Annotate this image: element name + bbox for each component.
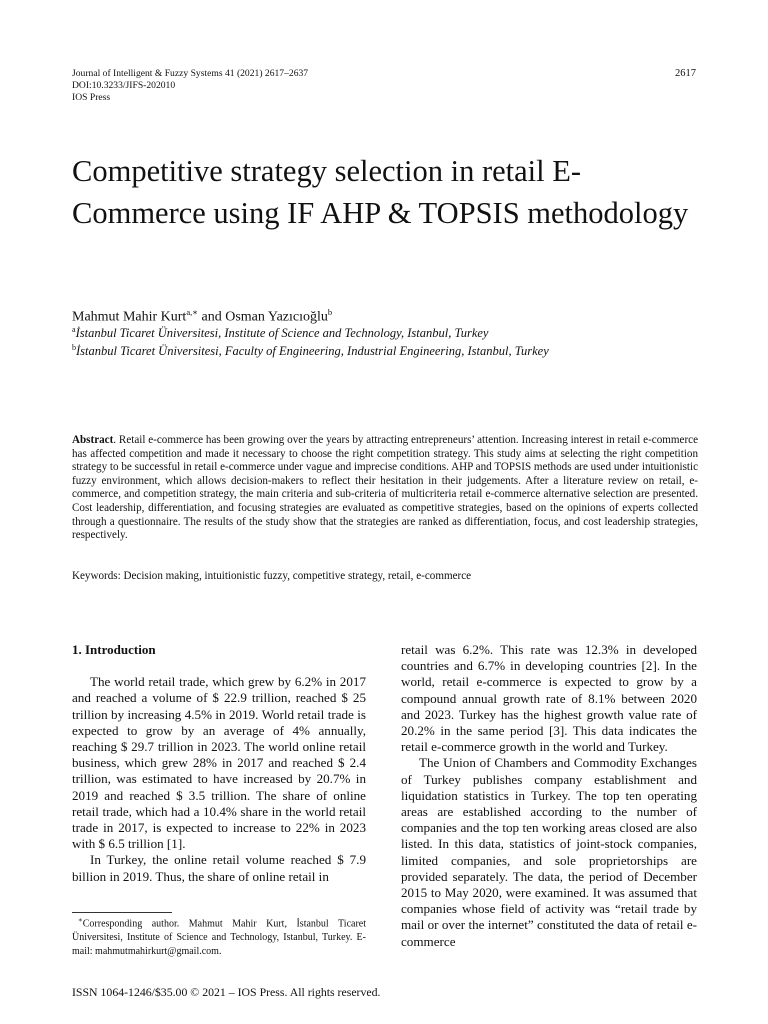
author-1-marks: a,∗ <box>186 307 199 317</box>
footnote-rule <box>72 912 172 913</box>
affiliation-b <box>72 343 549 359</box>
copyright-line: ISSN 1064-1246/$35.00 © 2021 – IOS Press. All rights reserved. <box>72 985 381 999</box>
affiliation-b-text: İstanbul Ticaret Üniversitesi, Faculty of Engineering, Industrial Engineering, Istanbul, Turkey <box>76 344 549 359</box>
right-column <box>401 642 697 950</box>
doi: DOI:10.3233/JIFS-202010 <box>72 80 176 91</box>
affiliation-a <box>72 325 488 341</box>
section-heading: 1. Introduction <box>72 642 156 657</box>
publisher: IOS Press <box>72 92 111 103</box>
paper-title: Competitive strategy selection in retail E-Commerce using IF AHP & TOPSIS methodology <box>72 154 689 230</box>
journal-citation: Journal of Intelligent & Fuzzy Systems 41 (2021) 2617–2637 <box>72 68 309 79</box>
author-1: Mahmut Mahir Kurt <box>72 309 187 325</box>
footnote-text: Corresponding author. Mahmut Mahir Kurt, İstanbul Ticaret Üniversitesi, Institute of Science and Technology, Istanbul, Turkey. E-mail: mahmutmahirkurt@gmail.com. <box>72 918 366 957</box>
intro-paragraph-2-continued: retail was 6.2%. This rate was 12.3% in developed countries and 6.7% in developing countries [2]. In the world, retail e-commerce is expected to grow by a compound annual growth rate of 8.1% between 2020 and 2023. Turkey has the highest growth value rate of 20.2% in the same period [3]. This data indicates the retail e-commerce growth in the world and Turkey. <box>401 642 697 755</box>
footnote <box>72 914 366 958</box>
abstract-label: Abstract <box>72 434 114 446</box>
author-2-marks: b <box>327 307 333 317</box>
intro-paragraph-1: The world retail trade, which grew by 6.2% in 2017 and reached a volume of $ 22.9 trillion, reached $ 25 trillion by increasing 4.5% in 2019. World retail trade is expected to grow by an average of 4% annually, reaching $ 29.7 trillion in 2023. The world online retail business, which grew 28% in 2017 and reached $ 2.4 trillion, was estimated to have increased by 20.7% in 2019 and reached $ 3.5 trillion. The share of online retail trade, which had a 10.4% share in the world retail trade in 2017, is expected to increase to 22% in 2023 with $ 6.5 trillion [1]. <box>72 674 366 852</box>
abstract-text: . Retail e-commerce has been growing over the years by attracting entrepreneurs’ attention. Increasing interest in retail e-commerce has affected competition and made it necessary to choose the right competition strategy. This study aims at selecting the right competition strategy to be successful in retail e-commerce under vague and imprecise conditions. AHP and TOPSIS methods are used under intuitionistic fuzzy environment, which allows decision-makers to reflect their hesitation in their judgements. After a literature review on retail, e-commerce, and competition strategy, the main criteria and sub-criteria of multicriteria retail e-commerce alternative selection are presented. Cost leadership, differentiation, and focusing strategies are evaluated as competitive strategies, based on the opinions of experts collected through a questionnaire. The results of the study show that the strategies are ranked as differentiation, focus, and cost leadership strategies, respectively. <box>72 434 698 542</box>
keywords: Keywords: Decision making, intuitionistic fuzzy, competitive strategy, retail, e-commerce <box>72 570 472 582</box>
intro-paragraph-2: In Turkey, the online retail volume reached $ 7.9 billion in 2019. Thus, the share of online retail in <box>72 852 366 884</box>
intro-paragraph-3: The Union of Chambers and Commodity Exchanges of Turkey publishes company establishment and liquidation statistics in Turkey. The top ten operating areas are established according to the number of companies and the top ten working areas closed are also listed. In this data, statistics of joint-stock companies, limited companies, and sole proprietorships are provided separately. The data, the period of December 2015 to May 2020, were examined. It was assumed that companies whose field of activity was “retail trade by mail or over the internet” constituted the data of retail e-commerce <box>401 755 697 949</box>
footnote-mark: ∗ <box>78 916 83 924</box>
page-number: 2617 <box>675 68 696 79</box>
author-line <box>72 307 332 326</box>
affiliation-a-text: İstanbul Ticaret Üniversitesi, Institute of Science and Technology, Istanbul, Turkey <box>75 326 489 341</box>
affiliation-a-mark: a <box>72 325 76 334</box>
author-2: Osman Yazıcıoğlu <box>225 309 328 325</box>
left-column <box>72 642 366 885</box>
abstract <box>72 434 698 543</box>
author-connector: and <box>198 309 226 325</box>
journal-info <box>72 68 308 104</box>
affiliation-b-mark: b <box>72 343 76 352</box>
